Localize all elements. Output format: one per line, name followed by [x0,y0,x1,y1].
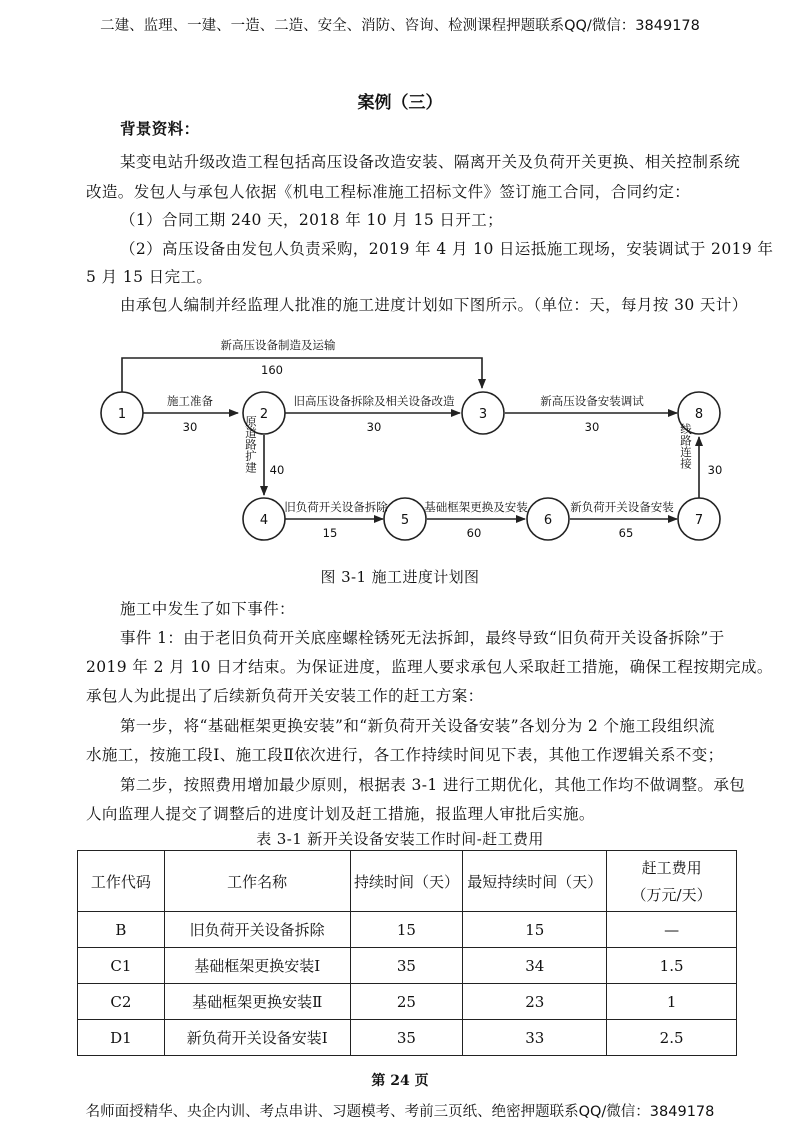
activity-g-duration: 60 [466,526,482,540]
table-row [78,1020,737,1056]
cell-min-duration: 15 [463,912,607,948]
figure-caption: 图 3-1 施工进度计划图 [320,568,480,586]
activity-b-name: 施工准备 [167,394,213,408]
node-3-label: 3 [478,407,488,422]
paragraph-8a: 第二步，按照费用增加最少原则，根据表 3-1 进行工期优化，其他工作均不做调整。承包 [120,776,746,794]
cell-duration: 15 [350,912,463,948]
page-header: 二建、监理、一建、一造、二造、安全、消防、咨询、检测课程押题联系QQ/微信：3849178 [100,18,700,34]
cell-code: C2 [78,984,165,1020]
activity-g-name: 基础框架更换及安装 [424,500,528,514]
crash-cost-table [77,850,737,1056]
cell-duration: 25 [350,984,463,1020]
paragraph-6a: 事件 1：由于老旧负荷开关底座螺栓锈死无法拆卸，最终导致“旧负荷开关设备拆除”于 [120,629,725,647]
paragraph-7a: 第一步，将“基础框架更换安装”和“新负荷开关设备安装”各划分为 2 个施工段组织流 [120,717,715,735]
node-5-label: 5 [400,513,410,528]
activity-b-duration: 30 [182,420,198,434]
header-crash-cost [607,851,737,912]
cell-duration: 35 [350,948,463,984]
activity-h-name: 新负荷开关设备安装 [570,500,674,514]
page-number: 第 24 页 [371,1073,429,1089]
activity-e-name: 原道路扩建 [244,415,258,473]
header-duration: 持续时间（天） [350,851,463,912]
cell-code: C1 [78,948,165,984]
cell-min-duration: 23 [463,984,607,1020]
paragraph-3b: 5 月 15 日完工。 [86,268,213,286]
node-8-label: 8 [694,407,704,422]
paragraph-6c: 承包人为此提出了后续新负荷开关安装工作的赶工方案： [86,687,484,705]
paragraph-2: （1）合同工期 240 天，2018 年 10 月 15 日开工； [120,211,504,229]
paragraph-5: 施工中发生了如下事件： [120,600,295,618]
header-crash-cost-line1: 赶工费用 [641,859,702,877]
node-6-label: 6 [543,513,553,528]
header-crash-cost-line2: （万元/天） [631,886,712,904]
cell-duration: 35 [350,1020,463,1056]
paragraph-1a: 某变电站升级改造工程包括高压设备改造安装、隔离开关及负荷开关更换、相关控制系统 [120,153,741,171]
activity-i-name: 线路连接 [679,423,693,469]
cell-name: 基础框架更换安装Ⅰ [164,948,350,984]
cell-name: 旧负荷开关设备拆除 [164,912,350,948]
cell-crash-cost: 1.5 [607,948,737,984]
cell-name: 新负荷开关设备安装Ⅰ [164,1020,350,1056]
background-label: 背景资料： [120,119,200,138]
activity-e-duration: 40 [269,463,285,477]
cell-crash-cost: — [607,912,737,948]
activity-a-name: 新高压设备制造及运输 [220,338,336,352]
node-1-label: 1 [117,407,127,422]
table-caption: 表 3-1 新开关设备安装工作时间-赶工费用 [256,830,544,848]
activity-d-name: 新高压设备安装调试 [540,394,644,408]
table-header-row [78,851,737,912]
activity-c-duration: 30 [366,420,382,434]
cell-crash-cost: 2.5 [607,1020,737,1056]
node-2-label: 2 [259,407,269,422]
header-code: 工作代码 [78,851,165,912]
page-footer: 名师面授精华、央企内训、考点串讲、习题模考、考前三页纸、绝密押题联系QQ/微信：3849178 [85,1104,715,1120]
table-row [78,948,737,984]
paragraph-8b: 人向监理人提交了调整后的进度计划及赶工措施，报监理人审批后实施。 [86,805,595,823]
table-row [78,984,737,1020]
activity-a-duration: 160 [261,363,283,377]
cell-code: D1 [78,1020,165,1056]
node-4-label: 4 [259,513,269,528]
activity-c-name: 旧高压设备拆除及相关设备改造 [293,394,455,408]
paragraph-4: 由承包人编制并经监理人批准的施工进度计划如下图所示。（单位：天，每月按 30 天计） [120,296,748,314]
paragraph-1b: 改造。发包人与承包人依据《机电工程标准施工招标文件》签订施工合同，合同约定： [86,183,691,201]
progress-network-diagram [0,320,800,560]
header-min-duration: 最短持续时间（天） [463,851,607,912]
table-row [78,912,737,948]
activity-h-duration: 65 [618,526,634,540]
activity-f-duration: 15 [322,526,338,540]
case-title: 案例（三） [357,93,443,113]
node-7-label: 7 [694,513,704,528]
paragraph-6b: 2019 年 2 月 10 日才结束。为保证进度，监理人要求承包人采取赶工措施，确保工程按期完成。 [86,658,773,676]
paragraph-7b: 水施工，按施工段Ⅰ、施工段Ⅱ依次进行，各工作持续时间见下表，其他工作逻辑关系不变； [86,746,724,764]
activity-d-duration: 30 [584,420,600,434]
arrow-1-3-new-hv-manufacture [122,358,482,393]
activity-f-name: 旧负荷开关设备拆除 [284,500,388,514]
cell-code: B [78,912,165,948]
cell-min-duration: 34 [463,948,607,984]
cell-name: 基础框架更换安装Ⅱ [164,984,350,1020]
paragraph-3a: （2）高压设备由发包人负责采购，2019 年 4 月 10 日运抵施工现场，安装调试于 2019 年 [120,240,774,258]
cell-min-duration: 33 [463,1020,607,1056]
header-name: 工作名称 [164,851,350,912]
activity-i-duration: 30 [707,463,723,477]
cell-crash-cost: 1 [607,984,737,1020]
